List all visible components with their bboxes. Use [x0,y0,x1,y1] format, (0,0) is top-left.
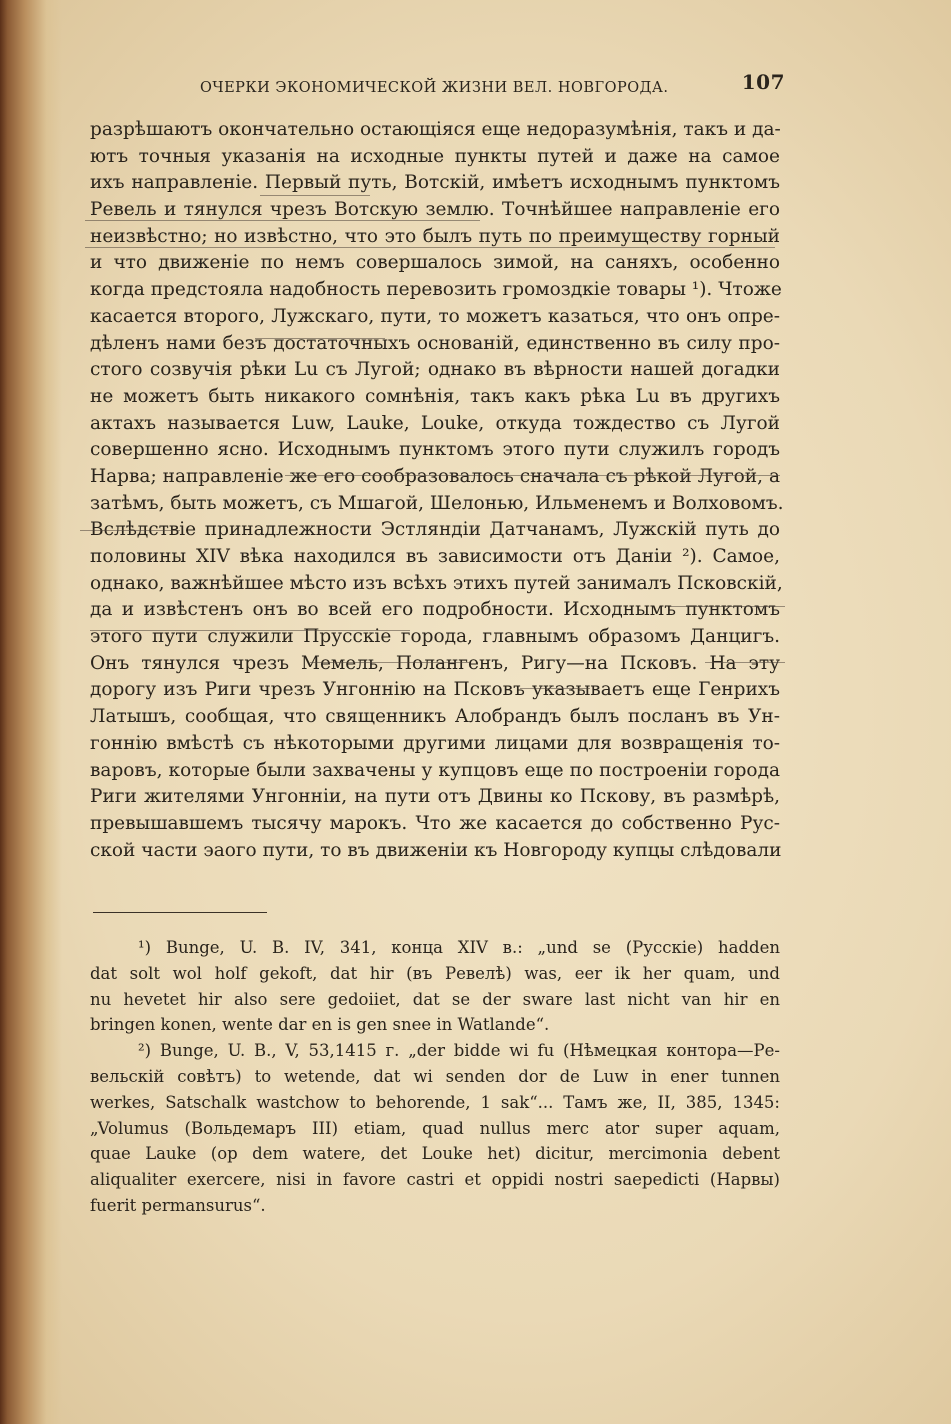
body-line: Нарва; направленіе же его сообразовалось сначала съ рѣкой Лугой, а [90,465,780,487]
body-line: разрѣшаютъ окончательно остающіяся еще недоразумѣнія, такъ и да- [90,119,781,140]
pencil-underline [90,630,410,631]
footnote-line: fuerit permansurus“. [90,1195,266,1215]
pencil-underline [85,220,480,221]
body-line: Онъ тянулся чрезъ Мемель, Полангенъ, Ригу—на Псковъ. На эту [90,652,780,674]
body-line: когда предстояла надобность перевозить громоздкіе товары ¹). Чтоже [90,279,782,301]
footnote-line: „Volumus (Вольдемаръ III) etiam, quad nullus merc ator super aquam, [90,1118,780,1138]
footnote-line: bringen konen, wente dar en is gen snee in Watlande“. [90,1015,550,1035]
pencil-underline [670,606,785,607]
page-binding-edge [0,0,62,1424]
body-line: варовъ, которые были захвачены у купцовъ еще по построеніи города [90,759,780,781]
body-line: затѣмъ, быть можетъ, съ Мшагой, Шелонью, Ильменемъ и Волховомъ. [90,492,784,514]
footnote-line: ¹) Bunge, U. B. IV, 341, конца XIV в.: „und se (Русскіе) hadden [138,938,780,957]
body-line: дорогу изъ Риги чрезъ Унгоннію на Псковъ указываетъ еще Генрихъ [90,679,780,701]
body-line: Риги жителями Унгонніи, на пути отъ Двины ко Пскову, въ размѣрѣ, [90,786,780,808]
pencil-underline [285,475,780,476]
pencil-underline [705,662,785,663]
body-line: ской части эаого пути, то въ движеніи къ Новгороду купцы слѣдовали [90,839,782,861]
body-line: ихъ направленіе. Первый путь, Вотскій, имѣетъ исходнымъ пунктомъ [90,172,780,194]
running-head: ОЧЕРКИ ЭКОНОМИЧЕСКОЙ ЖИЗНИ ВЕЛ. НОВГОРОДА. [200,80,669,96]
body-line: Латышъ, сообщая, что священникъ Алобрандъ былъ посланъ въ Ун- [90,706,780,728]
footnote-line: ²) Bunge, U. B., V, 53,1415 г. „der bidde wi fu (Нѣмецкая контора—Ре- [138,1041,780,1061]
pencil-underline [260,195,370,196]
footnote-line: вельскій совѣтъ) to wetende, dat wi senden dor de Luw in ener tunnen [90,1066,780,1086]
pencil-underline [310,662,470,663]
pencil-underline [520,688,590,689]
pencil-underline [85,247,775,248]
body-line: совершенно ясно. Исходнымъ пунктомъ этого пути служилъ городъ [90,439,780,461]
body-line: не можетъ быть никакого сомнѣнія, такъ какъ рѣка Lu въ другихъ [90,385,780,407]
body-line: Ревель и тянулся чрезъ Вотскую землю. Точнѣйшее направленіе его [90,199,780,221]
body-line: касается второго, Лужскаго, пути, то можетъ казаться, что онъ опре- [90,305,780,327]
footnote-line: aliqualiter exercere, nisi in favore castri et oppidi nostri saepedicti (Нарвы) [90,1170,780,1190]
body-line: и что движеніе по немъ совершалось зимой, на саняхъ, особенно [90,252,780,274]
footnote-line: quae Lauke (op dem watere, det Louke het) dicitur, mercimonia debent [90,1144,780,1164]
body-line: превышавшемъ тысячу марокъ. Что же касается до собственно Рус- [90,812,780,834]
pencil-underline [80,530,180,531]
body-line: ютъ точныя указанія на исходные пункты путей и даже на самое [90,145,780,167]
page-number: 107 [741,70,785,94]
footnote-line: werkes, Satschalk wastchow to behorende, 1 sak“... Тамъ же, II, 385, 1345: [90,1092,780,1112]
body-line: дѣленъ нами безъ достаточныхъ основаній, единственно въ силу про- [90,332,780,354]
body-line: неизвѣстно; но извѣстно, что это былъ путь по преимуществу горный [90,225,780,247]
footnote-line: nu hevetet hir also sere gedoiiet, dat se der sware last nicht van hir en [90,989,780,1009]
pencil-underline [255,338,385,339]
body-line: однако, важнѣйшее мѣсто изъ всѣхъ этихъ путей занималъ Псковскій, [90,572,783,594]
page-header [200,70,785,100]
body-line: стого созвучія рѣки Lu съ Лугой; однако въ вѣрности нашей догадки [90,359,780,381]
body-line: этого пути служили Прусскіе города, главнымъ образомъ Данцигъ. [90,626,780,648]
body-line: гоннію вмѣстѣ съ нѣкоторыми другими лицами для возвращенія то- [90,732,780,754]
body-text [90,117,784,864]
footnotes [90,935,780,1219]
footnote-separator [93,912,267,913]
body-line: половины XIV вѣка находился въ зависимости отъ Даніи ²). Самое, [90,546,780,567]
body-line: Вслѣдствіе принадлежности Эстляндіи Датчанамъ, Лужскій путь до [90,519,780,541]
body-line: да и извѣстенъ онъ во всей его подробности. Исходнымъ пунктомъ [90,599,780,621]
footnote-line: dat solt wol holf gekoft, dat hir (въ Ревелѣ) was, eer ik her quam, und [90,963,780,983]
body-line: актахъ называется Luw, Lauke, Louke, откуда тождество съ Лугой [90,412,780,434]
